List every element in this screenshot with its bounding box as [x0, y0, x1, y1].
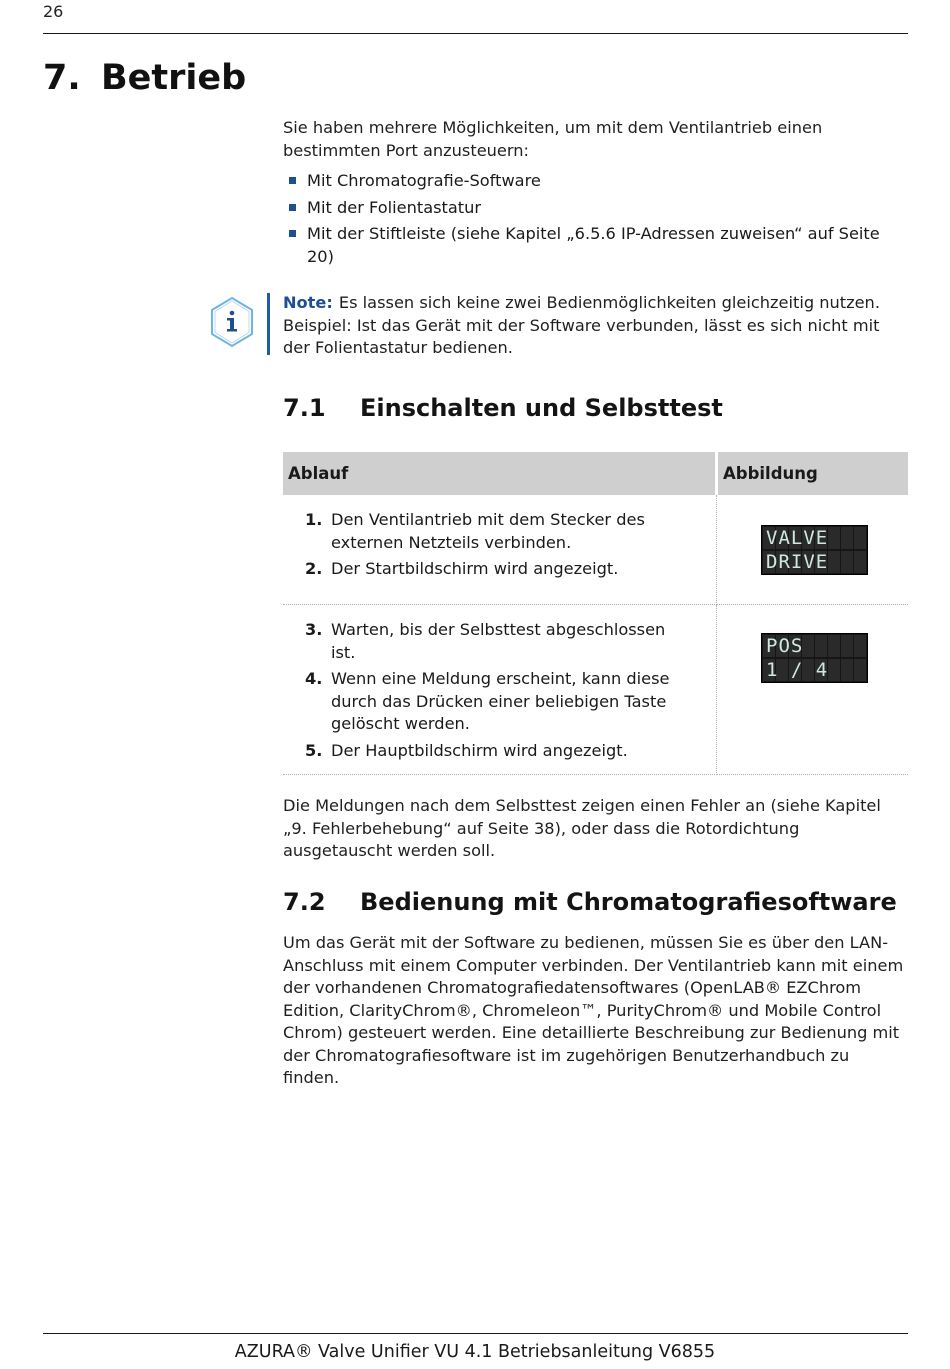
- lcd-char-cell: [828, 527, 840, 549]
- lcd-char-cell: [854, 527, 866, 549]
- figure-cell: [717, 495, 909, 605]
- bullet-square-icon: [289, 230, 296, 237]
- step-list: [283, 495, 716, 581]
- lcd-char-cell: [828, 551, 840, 573]
- section-title: Einschalten und Selbsttest: [360, 394, 723, 422]
- column-header-ablauf: Ablauf: [283, 452, 717, 495]
- step-list: [283, 605, 716, 762]
- step-text: Den Ventilantrieb mit dem Stecker des externen Netzteils verbinden.: [331, 510, 645, 552]
- lcd-char-cell: [802, 635, 814, 657]
- list-item: [289, 170, 908, 193]
- lcd-char-cell: [841, 551, 853, 573]
- section-number: 7.2: [283, 888, 326, 916]
- intro-paragraph: Sie haben mehrere Möglichkeiten, um mit dem Ventilantrieb einen bestimmten Port anzusteuern:: [283, 118, 823, 160]
- note-label: Note:: [283, 293, 333, 312]
- procedure-table: [283, 452, 908, 775]
- steps-cell: [283, 495, 717, 605]
- bullet-list: [289, 170, 908, 272]
- step-item: [305, 668, 691, 736]
- lcd-text: VALVE: [766, 527, 829, 549]
- lcd-line-2: [762, 658, 867, 682]
- list-item-text: Mit Chromatografie-Software: [307, 171, 541, 190]
- lcd-char-cell: [828, 659, 840, 681]
- lcd-display-main: [761, 633, 868, 683]
- column-header-abbildung: Abbildung: [717, 452, 909, 495]
- lcd-line-1: [762, 634, 867, 658]
- list-item-text: Mit der Stiftleiste (siehe Kapitel „6.5.6 IP-Adressen zuweisen“ auf Seite 20): [307, 224, 880, 266]
- step-number: 2.: [305, 559, 323, 578]
- table-header-row: [283, 452, 908, 495]
- lcd-line-1: [762, 526, 867, 550]
- step-text: Wenn eine Meldung erscheint, kann diese durch das Drücken einer beliebigen Taste gelöscht werden.: [331, 669, 670, 733]
- lcd-char-cell: [841, 527, 853, 549]
- steps-cell: [283, 605, 717, 775]
- list-item: [289, 223, 908, 268]
- lcd-text: 1 / 4: [766, 659, 829, 681]
- lcd-text: DRIVE: [766, 551, 829, 573]
- step-number: 3.: [305, 620, 323, 639]
- chapter-number: 7.: [43, 58, 81, 98]
- footer-rule: [43, 1333, 908, 1334]
- note-bar: [267, 293, 270, 355]
- chapter-heading: [43, 58, 246, 98]
- header-rule: [43, 33, 908, 34]
- after-table-paragraph: Die Meldungen nach dem Selbsttest zeigen einen Fehler an (siehe Kapitel „9. Fehlerbehebung“ auf Seite 38), oder dass die Rotordichtung ausgetauscht werden soll.: [283, 796, 881, 860]
- lcd-char-cell: [815, 635, 827, 657]
- footer-text: AZURA® Valve Unifier VU 4.1 Betriebsanleitung V6855: [234, 1342, 716, 1362]
- chapter-title: Betrieb: [101, 58, 247, 98]
- list-item-text: Mit der Folientastatur: [307, 197, 482, 217]
- section-7-2-paragraph: Um das Gerät mit der Software zu bedienen, müssen Sie es über den LAN- Anschluss mit einem Computer verbinden. Der Ventilantrieb kann mit einem der vorhandenen Chromatografiedatensoftwares (OpenLAB® EZChrom Edition, ClarityChrom®, Chromeleon™, PurityChrom® und Mobile Control Chrom) gesteuert werden. Eine detaillierte Beschreibung zur Bedienung mit der Chromatografiesoftware ist im zugehörigen Benutzerhandbuch zu finden.: [283, 933, 904, 1087]
- lcd-display-startup: [761, 525, 868, 575]
- section-heading-7-1: [283, 394, 723, 422]
- lcd-char-cell: [854, 659, 866, 681]
- note-box: [283, 292, 908, 360]
- step-text: Der Startbildschirm wird angezeigt.: [331, 559, 619, 578]
- lcd-line-2: [762, 550, 867, 574]
- note-text: Es lassen sich keine zwei Bedienmöglichkeiten gleichzeitig nutzen. Beispiel: Ist das Gerät mit der Software verbunden, lässt es sich nicht mit der Folientastatur bedienen.: [283, 293, 880, 357]
- lcd-text: POS: [766, 635, 804, 657]
- section-title: Bedienung mit Chromatografiesoftware: [360, 888, 897, 916]
- step-text: Warten, bis der Selbsttest abgeschlossen ist.: [331, 620, 666, 662]
- lcd-char-cell: [854, 635, 866, 657]
- lcd-char-cell: [841, 659, 853, 681]
- section-number: 7.1: [283, 394, 326, 422]
- step-text: Der Hauptbildschirm wird angezeigt.: [331, 740, 628, 760]
- step-number: 1.: [305, 510, 323, 529]
- bullet-square-icon: [289, 177, 296, 184]
- figure-cell: [717, 605, 909, 775]
- bullet-square-icon: [289, 204, 296, 211]
- info-icon: [209, 296, 255, 348]
- section-heading-7-2: [283, 888, 897, 916]
- lcd-char-cell: [828, 635, 840, 657]
- step-number: 5.: [305, 740, 323, 760]
- step-item: [305, 619, 691, 664]
- lcd-char-cell: [841, 635, 853, 657]
- table-row: [283, 495, 908, 605]
- step-item: [305, 558, 691, 581]
- step-number: 4.: [305, 669, 323, 688]
- step-item: [305, 740, 691, 763]
- page-number: 26: [43, 2, 64, 21]
- step-item: [305, 509, 691, 554]
- list-item: [289, 197, 908, 220]
- lcd-char-cell: [854, 551, 866, 573]
- table-row: [283, 605, 908, 775]
